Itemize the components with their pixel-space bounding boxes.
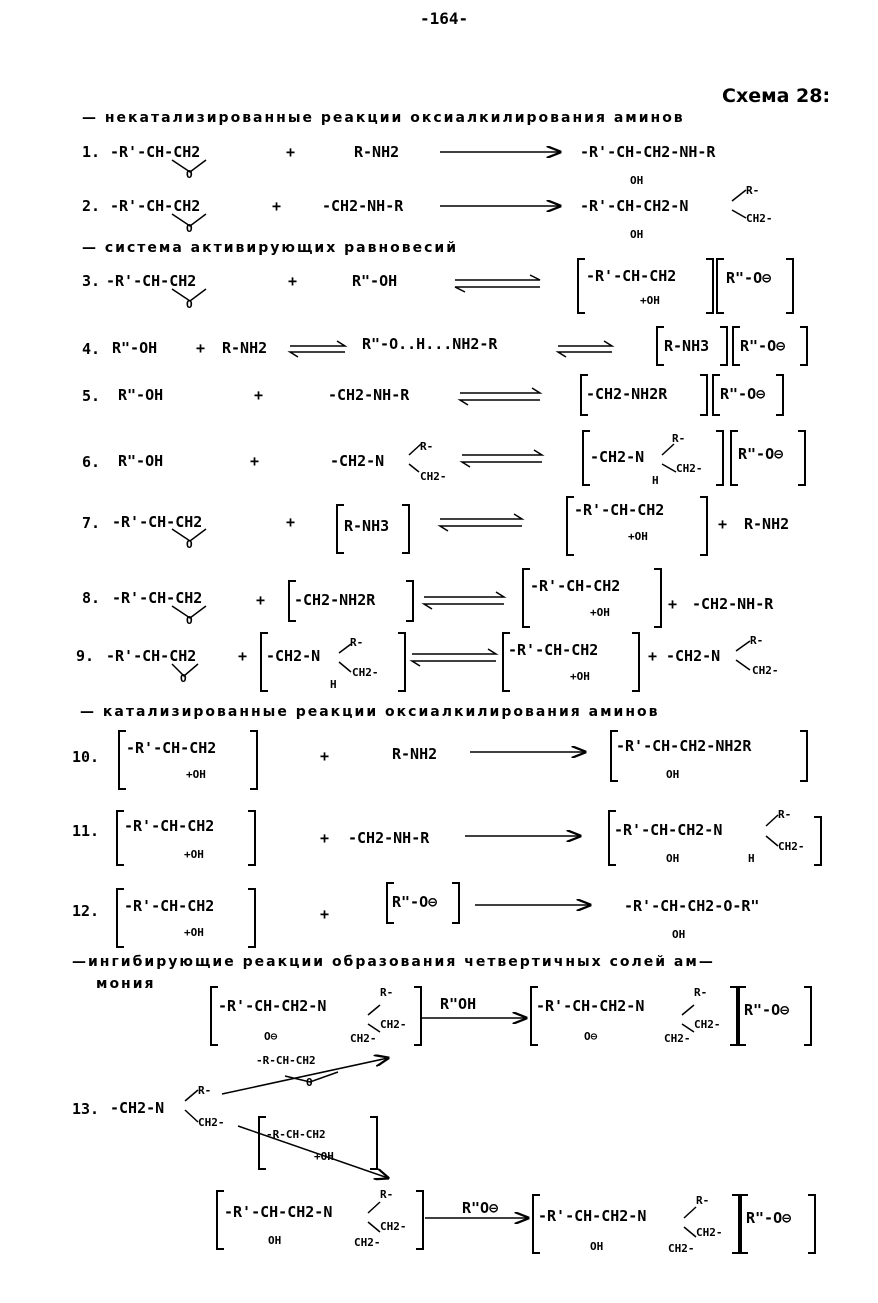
- protonated-hydroxyl: +OH: [184, 848, 204, 861]
- reagent-amine: R-NH2: [392, 745, 438, 763]
- plus-sign: +: [320, 747, 330, 765]
- reagent-amine: R-NH2: [744, 515, 790, 533]
- epoxide: -R'-CH-CH2: [110, 197, 201, 215]
- hydroxyl: OH: [666, 768, 680, 781]
- section-uncatalyzed: — некатализированные реакции оксиалкилирования аминов: [82, 110, 685, 126]
- hydroxyl: OH: [268, 1234, 282, 1247]
- substituent: CH2-: [746, 212, 773, 225]
- protonated-hydroxyl: +OH: [628, 530, 648, 543]
- reaction-number: 1.: [82, 143, 101, 161]
- substituent: CH2-: [696, 1226, 723, 1239]
- reaction-number: 5.: [82, 387, 101, 405]
- plus-sign: +: [286, 143, 296, 161]
- protonated-hydroxyl: +OH: [186, 768, 206, 781]
- substituent: R-: [380, 986, 394, 999]
- product-11: -R'-CH-CH2-N: [614, 821, 723, 839]
- alkoxide: R"-O⊖: [744, 1001, 790, 1019]
- substituent: CH2-: [676, 462, 703, 475]
- substituent: R-: [696, 1194, 710, 1207]
- activated-epoxide: -R'-CH-CH2: [574, 501, 665, 519]
- protonated-hydroxyl: +OH: [640, 294, 660, 307]
- product-10: -R'-CH-CH2-NH2R: [616, 737, 752, 755]
- reagent-sec-amine: -CH2-NH-R: [328, 386, 410, 404]
- alcohol: R"-OH: [118, 386, 164, 404]
- tert-ammonium: -CH2-N: [266, 647, 321, 665]
- epoxide-oxygen: O: [186, 298, 193, 311]
- epoxide-oxygen: O: [186, 614, 193, 627]
- equilibrium-6: [462, 450, 542, 455]
- substituent: R-: [672, 432, 686, 445]
- epoxide: -R'-CH-CH2: [112, 589, 203, 607]
- section-catalyzed: — катализированные реакции оксиалкилирования аминов: [80, 704, 660, 720]
- plus-sign: +: [196, 339, 206, 357]
- plus-sign: +: [256, 591, 266, 609]
- epoxide: -R'-CH-CH2: [110, 143, 201, 161]
- substituent: CH2-: [668, 1242, 695, 1255]
- reaction-number: 6.: [82, 453, 101, 471]
- equilibrium-9: [412, 649, 496, 654]
- alkoxide: R"-O⊖: [392, 893, 438, 911]
- substituent: R-: [778, 808, 792, 821]
- substituent: CH2-: [198, 1116, 225, 1129]
- ammonium: R-NH3: [344, 517, 390, 535]
- hydrogen: H: [330, 678, 337, 691]
- plus-sign: +: [320, 829, 330, 847]
- reaction-number: 3.: [82, 272, 101, 290]
- substituent: CH2-: [778, 840, 805, 853]
- arrow-reagent: R"OH: [440, 995, 477, 1013]
- substituent: CH2-: [694, 1018, 721, 1031]
- epoxide: -R'-CH-CH2: [112, 513, 203, 531]
- product-12: -R'-CH-CH2-O-R": [624, 897, 760, 915]
- substituent: CH2-: [350, 1032, 377, 1045]
- reagent-sec-amine: -CH2-NH-R: [692, 595, 774, 613]
- alcohol: R"-OH: [352, 272, 398, 290]
- equilibrium-7: [440, 514, 522, 519]
- reaction-number: 10.: [72, 748, 100, 766]
- reagent-amine: R-NH2: [222, 339, 268, 357]
- plus-sign: +: [286, 513, 296, 531]
- protonated-hydroxyl: +OH: [314, 1150, 334, 1163]
- epoxide-oxygen: O: [180, 672, 187, 685]
- epoxide: -R'-CH-CH2: [106, 647, 197, 665]
- plus-sign: +: [288, 272, 298, 290]
- epoxide-reagent: -R-CH-CH2: [256, 1054, 316, 1067]
- product-1: -R'-CH-CH2-NH-R: [580, 143, 716, 161]
- alkoxide: R"-O⊖: [740, 337, 786, 355]
- substituent: CH2-: [380, 1220, 407, 1233]
- equilibrium-3: [455, 275, 540, 280]
- ammonium: R-NH3: [664, 337, 710, 355]
- alcohol: R"-OH: [118, 452, 164, 470]
- reaction-number: 13.: [72, 1100, 100, 1118]
- plus-sign: +: [320, 905, 330, 923]
- activated-epoxide: -R'-CH-CH2: [508, 641, 599, 659]
- plus-sign: +: [250, 452, 260, 470]
- plus-sign: +: [238, 647, 248, 665]
- n-branch-2: [732, 190, 746, 218]
- alcohol: R"-OH: [112, 339, 158, 357]
- epoxide-oxygen: O: [186, 538, 193, 551]
- epoxide-oxygen: O: [306, 1076, 313, 1089]
- substituent: CH2-: [752, 664, 779, 677]
- plus-sign: +: [254, 386, 264, 404]
- quaternary-product: -R'-CH-CH2-N: [538, 1207, 647, 1225]
- intermediate-hydroxyl: -R'-CH-CH2-N: [224, 1203, 333, 1221]
- equilibrium-5: [460, 388, 540, 393]
- plus-sign: +: [648, 647, 658, 665]
- page-number: -164-: [420, 9, 469, 28]
- substituent: CH2-: [354, 1236, 381, 1249]
- hydrogen: H: [652, 474, 659, 487]
- reaction-number: 9.: [76, 647, 95, 665]
- epoxide: -R'-CH-CH2: [106, 272, 197, 290]
- hydroxyl: OH: [630, 228, 644, 241]
- activated-epoxide: -R'-CH-CH2: [530, 577, 621, 595]
- substituent: CH2-: [420, 470, 447, 483]
- intermediate-alkoxide: -R'-CH-CH2-N: [218, 997, 327, 1015]
- section-inhibiting-cont: мония: [96, 976, 156, 992]
- h-bond-complex: R"-O..H...NH2-R: [362, 335, 498, 353]
- tert-amine: -CH2-N: [330, 452, 385, 470]
- hydroxyl: OH: [672, 928, 686, 941]
- protonated-hydroxyl: +OH: [184, 926, 204, 939]
- reaction-number: 8.: [82, 589, 101, 607]
- alkoxide-oxygen: O⊖: [584, 1030, 598, 1043]
- activated-epoxide: -R'-CH-CH2: [124, 897, 215, 915]
- quaternary-product: -R'-CH-CH2-N: [536, 997, 645, 1015]
- substituent: R-: [420, 440, 434, 453]
- alkoxide: R"-O⊖: [720, 385, 766, 403]
- scheme-title: Схема 28:: [722, 85, 831, 107]
- protonated-hydroxyl: +OH: [570, 670, 590, 683]
- alkoxide: R"-O⊖: [726, 269, 772, 287]
- hydrogen: H: [748, 852, 755, 865]
- reaction-number: 4.: [82, 340, 101, 358]
- hydroxyl: OH: [590, 1240, 604, 1253]
- reagent-amine: R-NH2: [354, 143, 400, 161]
- plus-sign: +: [718, 515, 728, 533]
- sec-ammonium: -CH2-NH2R: [294, 591, 376, 609]
- product-2: -R'-CH-CH2-N: [580, 197, 689, 215]
- alkoxide-oxygen: O⊖: [264, 1030, 278, 1043]
- substituent: R-: [350, 636, 364, 649]
- substituent: R-: [198, 1084, 212, 1097]
- activated-epoxide: -R-CH-CH2: [266, 1128, 326, 1141]
- hydroxyl: OH: [666, 852, 680, 865]
- epoxide-oxygen: O: [186, 222, 193, 235]
- activated-epoxide: -R'-CH-CH2: [586, 267, 677, 285]
- activated-epoxide: -R'-CH-CH2: [126, 739, 217, 757]
- reaction-number: 12.: [72, 902, 100, 920]
- substituent: R-: [694, 986, 708, 999]
- equilibrium-4a: [290, 341, 345, 346]
- protonated-hydroxyl: +OH: [590, 606, 610, 619]
- plus-sign: +: [272, 197, 282, 215]
- reagent-sec-amine: -CH2-NH-R: [348, 829, 430, 847]
- reaction-number: 7.: [82, 514, 101, 532]
- substituent: R-: [750, 634, 764, 647]
- tert-amine: -CH2-N: [110, 1099, 165, 1117]
- substituent: R-: [380, 1188, 394, 1201]
- substituent: CH2-: [380, 1018, 407, 1031]
- section-equilibria: — система активирующих равновесий: [82, 240, 459, 256]
- alkoxide: R"-O⊖: [746, 1209, 792, 1227]
- arrow-reagent: R"O⊖: [462, 1199, 499, 1217]
- epoxide-oxygen: O: [186, 168, 193, 181]
- substituent: CH2-: [352, 666, 379, 679]
- substituent: CH2-: [664, 1032, 691, 1045]
- alkoxide: R"-O⊖: [738, 445, 784, 463]
- tert-ammonium: -CH2-N: [590, 448, 645, 466]
- reaction-number: 11.: [72, 822, 100, 840]
- plus-sign: +: [668, 595, 678, 613]
- reagent-sec-amine: -CH2-NH-R: [322, 197, 404, 215]
- sec-ammonium: -CH2-NH2R: [586, 385, 668, 403]
- tert-amine: -CH2-N: [666, 647, 721, 665]
- equilibrium-4b: [558, 341, 612, 346]
- hydroxyl: OH: [630, 174, 644, 187]
- activated-epoxide: -R'-CH-CH2: [124, 817, 215, 835]
- reaction-number: 2.: [82, 197, 101, 215]
- section-inhibiting: —ингибирующие реакции образования четвертичных солей ам—: [72, 954, 715, 970]
- equilibrium-8: [424, 592, 504, 597]
- substituent: R-: [746, 184, 760, 197]
